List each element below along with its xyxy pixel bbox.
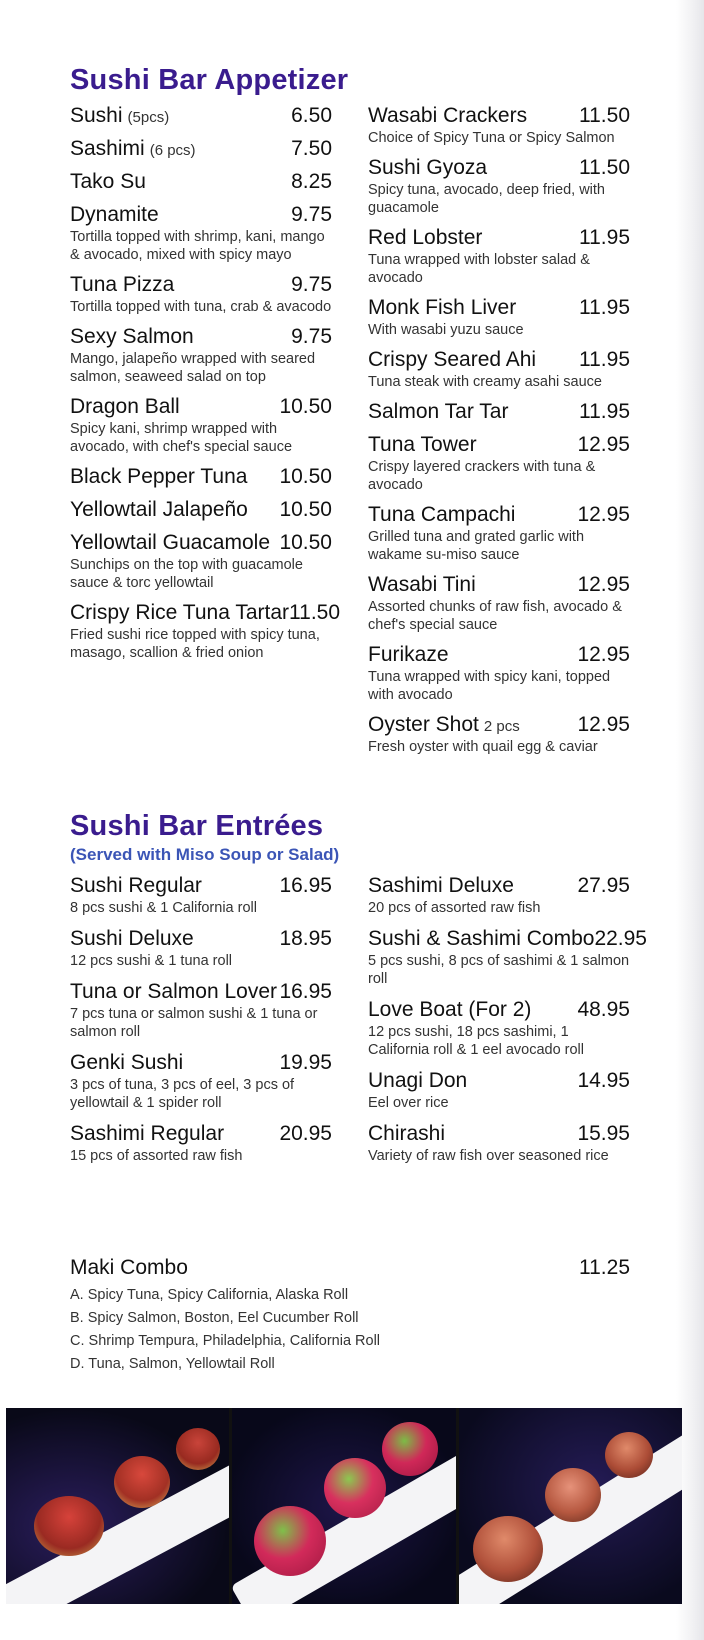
- maki-combo-name: Maki Combo: [70, 1256, 188, 1279]
- item-name: [368, 713, 520, 737]
- item-name: [70, 137, 196, 161]
- item-price: 7.50: [291, 137, 332, 160]
- menu-item-sushi-sashimi-combo: [368, 927, 647, 988]
- menu-item-dragon-ball: [70, 395, 332, 456]
- item-price: 11.50: [579, 156, 630, 179]
- item-name-text: Tuna Campachi: [368, 503, 516, 526]
- item-description: Tortilla topped with shrimp, kani, mango & avocado, mixed with spicy mayo: [70, 229, 325, 263]
- item-name: [368, 874, 514, 898]
- item-name: [70, 498, 248, 522]
- item-name-text: Sashimi Deluxe: [368, 874, 514, 897]
- item-price: 15.95: [577, 1122, 630, 1145]
- item-name-text: Black Pepper Tuna: [70, 465, 248, 488]
- item-name: [368, 156, 487, 180]
- maki-option-c: C. Shrimp Tempura, Philadelphia, California Roll: [70, 1333, 381, 1349]
- menu-item-tuna-tower: [368, 433, 630, 494]
- item-price: 20.95: [279, 1122, 332, 1145]
- item-name-text: Love Boat (For 2): [368, 998, 532, 1021]
- item-name: [70, 203, 159, 227]
- item-price: 6.50: [291, 104, 332, 127]
- item-price: 12.95: [577, 713, 630, 736]
- item-price: 16.95: [279, 980, 332, 1003]
- item-name: [368, 226, 482, 250]
- item-description: 12 pcs sushi & 1 tuna roll: [70, 953, 233, 969]
- maki-combo-price: 11.25: [579, 1256, 630, 1279]
- menu-item-unagi-don: [368, 1069, 630, 1112]
- item-name-text: Sushi Deluxe: [70, 927, 194, 950]
- sushi-photo-3: [459, 1408, 682, 1604]
- item-portion: 2 pcs: [483, 718, 520, 735]
- item-description: 3 pcs of tuna, 3 pcs of eel, 3 pcs of yellowtail & 1 spider roll: [70, 1077, 295, 1111]
- item-name-text: Sashimi: [70, 137, 145, 160]
- item-name: [70, 170, 146, 194]
- entrees-right-column: [368, 874, 647, 1175]
- item-name-text: Tuna Tower: [368, 433, 477, 456]
- item-name: [368, 927, 594, 951]
- item-description: 12 pcs sushi, 18 pcs sashimi, 1 California roll & 1 eel avocado roll: [368, 1024, 584, 1058]
- menu-item-sexy-salmon: [70, 325, 332, 386]
- item-name-text: Yellowtail Jalapeño: [70, 498, 248, 521]
- item-price: 9.75: [291, 273, 332, 296]
- maki-combo-options: [70, 1284, 630, 1376]
- item-name-text: Chirashi: [368, 1122, 446, 1145]
- appetizer-right-column: [368, 104, 630, 765]
- item-name-text: Monk Fish Liver: [368, 296, 517, 319]
- item-price: 11.50: [289, 601, 341, 624]
- item-description: 5 pcs sushi, 8 pcs of sashimi & 1 salmon roll: [368, 953, 630, 987]
- entrees-left-column: [70, 874, 332, 1175]
- menu-item-yellowtail-jalape-o: [70, 498, 332, 522]
- item-description: Mango, jalapeño wrapped with seared salmon, seaweed salad on top: [70, 351, 316, 385]
- item-name-text: Wasabi Tini: [368, 573, 476, 596]
- item-name-text: Sushi: [70, 104, 123, 127]
- menu-item-red-lobster: [368, 226, 630, 287]
- menu-item-crispy-seared-ahi: [368, 348, 630, 391]
- sushi-photo-1: [6, 1408, 229, 1604]
- item-name: [368, 998, 531, 1022]
- menu-item-oyster-shot: [368, 713, 630, 756]
- menu-item-tuna-campachi: [368, 503, 630, 564]
- item-description: Tuna wrapped with spicy kani, topped with avocado: [368, 669, 611, 703]
- item-price: 27.95: [577, 874, 630, 897]
- item-price: 14.95: [577, 1069, 630, 1092]
- menu-item-dynamite: [70, 203, 332, 264]
- menu-item-sashimi-regular: [70, 1122, 332, 1165]
- item-name: [368, 503, 515, 527]
- menu-item-furikaze: [368, 643, 630, 704]
- item-name: [368, 433, 477, 457]
- food-photo-strip: [6, 1408, 682, 1604]
- item-name: [70, 395, 180, 419]
- item-price: 10.50: [279, 465, 332, 488]
- item-name-text: Sashimi Regular: [70, 1122, 225, 1145]
- item-description: Sunchips on the top with guacamole sauce & torc yellowtail: [70, 557, 303, 591]
- item-price: 22.95: [594, 927, 647, 950]
- item-price: 10.50: [279, 498, 332, 521]
- item-name: [368, 1122, 445, 1146]
- item-name-text: Crispy Seared Ahi: [368, 348, 537, 371]
- item-name: [70, 531, 270, 555]
- item-price: 10.50: [279, 395, 332, 418]
- menu-item-sashimi: [70, 137, 332, 161]
- item-name-text: Genki Sushi: [70, 1051, 184, 1074]
- page-edge-shadow: [676, 0, 704, 1640]
- menu-item-love-boat-for-2: [368, 998, 630, 1059]
- item-name: [368, 1069, 467, 1093]
- item-price: 9.75: [291, 325, 332, 348]
- item-name: [70, 325, 194, 349]
- menu-item-tuna-pizza: [70, 273, 332, 316]
- item-name: [70, 601, 289, 625]
- item-price: 10.50: [279, 531, 332, 554]
- appetizer-left-column: [70, 104, 341, 671]
- item-description: 8 pcs sushi & 1 California roll: [70, 900, 257, 916]
- item-name-text: Yellowtail Guacamole: [70, 531, 271, 554]
- item-description: Spicy tuna, avocado, deep fried, with guacamole: [368, 182, 605, 216]
- item-description: Fried sushi rice topped with spicy tuna, masago, scallion & fried onion: [70, 627, 320, 661]
- item-name: [368, 296, 516, 320]
- item-description: Choice of Spicy Tuna or Spicy Salmon: [368, 130, 615, 146]
- item-name-text: Salmon Tar Tar: [368, 400, 509, 423]
- item-name-text: Sexy Salmon: [70, 325, 194, 348]
- menu-item-salmon-tar-tar: [368, 400, 630, 424]
- item-description: Fresh oyster with quail egg & caviar: [368, 739, 598, 755]
- item-description: 7 pcs tuna or salmon sushi & 1 tuna or salmon roll: [70, 1006, 318, 1040]
- menu-item-tuna-or-salmon-lover: [70, 980, 332, 1041]
- item-name-text: Sushi Regular: [70, 874, 202, 897]
- item-name: [368, 573, 476, 597]
- item-name: [70, 1051, 183, 1075]
- item-price: 12.95: [577, 573, 630, 596]
- item-name-text: Tuna or Salmon Lover: [70, 980, 277, 1003]
- item-description: With wasabi yuzu sauce: [368, 322, 524, 338]
- item-name: [368, 104, 527, 128]
- menu-item-sushi-deluxe: [70, 927, 332, 970]
- item-description: Crispy layered crackers with tuna & avocado: [368, 459, 596, 493]
- item-description: Variety of raw fish over seasoned rice: [368, 1148, 609, 1164]
- menu-item-tako-su: [70, 170, 332, 194]
- item-name-text: Sushi Gyoza: [368, 156, 488, 179]
- item-name-text: Sushi & Sashimi Combo: [368, 927, 595, 950]
- menu-item-sushi-gyoza: [368, 156, 630, 217]
- maki-option-d: D. Tuna, Salmon, Yellowtail Roll: [70, 1356, 275, 1372]
- item-name-text: Tuna Pizza: [70, 273, 175, 296]
- item-portion: (5pcs): [127, 109, 170, 126]
- appetizer-section-title: Sushi Bar Appetizer: [70, 64, 349, 96]
- item-price: 19.95: [279, 1051, 332, 1074]
- item-description: Spicy kani, shrimp wrapped with avocado, with chef's special sauce: [70, 421, 293, 455]
- item-description: Grilled tuna and grated garlic with wakame su-miso sauce: [368, 529, 585, 563]
- item-name: [70, 1122, 224, 1146]
- menu-item-sushi: [70, 104, 332, 128]
- entrees-subtitle: (Served with Miso Soup or Salad): [70, 845, 340, 864]
- item-price: 11.95: [579, 348, 630, 371]
- item-name-text: Dragon Ball: [70, 395, 180, 418]
- item-price: 18.95: [279, 927, 332, 950]
- item-description: 15 pcs of assorted raw fish: [70, 1148, 243, 1164]
- item-description: Assorted chunks of raw fish, avocado & chef's special sauce: [368, 599, 622, 633]
- item-price: 9.75: [291, 203, 332, 226]
- item-name-text: Dynamite: [70, 203, 159, 226]
- item-name-text: Tako Su: [70, 170, 146, 193]
- item-name-text: Unagi Don: [368, 1069, 468, 1092]
- item-description: Tuna steak with creamy asahi sauce: [368, 374, 602, 390]
- item-name-text: Furikaze: [368, 643, 449, 666]
- item-name-text: Red Lobster: [368, 226, 483, 249]
- item-price: 16.95: [279, 874, 332, 897]
- item-name: [70, 465, 247, 489]
- item-price: 12.95: [577, 503, 630, 526]
- menu-item-chirashi: [368, 1122, 630, 1165]
- item-name-text: Wasabi Crackers: [368, 104, 528, 127]
- item-name: [70, 980, 277, 1004]
- item-description: Eel over rice: [368, 1095, 449, 1111]
- item-name-text: Crispy Rice Tuna Tartar: [70, 601, 290, 624]
- item-name: [368, 643, 449, 667]
- item-price: 11.95: [579, 296, 630, 319]
- menu-item-wasabi-tini: [368, 573, 630, 634]
- item-name: [70, 874, 202, 898]
- item-name-text: Oyster Shot: [368, 713, 479, 736]
- menu-item-genki-sushi: [70, 1051, 332, 1112]
- item-portion: (6 pcs): [149, 142, 196, 159]
- sushi-photo-2: [232, 1408, 455, 1604]
- item-price: 48.95: [577, 998, 630, 1021]
- entrees-section-title: Sushi Bar Entrées: [70, 810, 324, 842]
- menu-item-wasabi-crackers: [368, 104, 630, 147]
- menu-item-crispy-rice-tuna-tartar: [70, 601, 341, 662]
- menu-item-yellowtail-guacamole: [70, 531, 332, 592]
- maki-combo-item: [70, 1256, 630, 1376]
- item-price: 11.95: [579, 226, 630, 249]
- maki-option-a: A. Spicy Tuna, Spicy California, Alaska Roll: [70, 1287, 349, 1303]
- item-name: [70, 273, 174, 297]
- item-name: [368, 348, 536, 372]
- maki-option-b: B. Spicy Salmon, Boston, Eel Cucumber Roll: [70, 1310, 359, 1326]
- item-description: Tortilla topped with tuna, crab & avacodo: [70, 299, 332, 315]
- menu-item-black-pepper-tuna: [70, 465, 332, 489]
- item-price: 12.95: [577, 643, 630, 666]
- item-description: 20 pcs of assorted raw fish: [368, 900, 541, 916]
- menu-item-sashimi-deluxe: [368, 874, 630, 917]
- item-price: 8.25: [291, 170, 332, 193]
- item-price: 12.95: [577, 433, 630, 456]
- item-name: [368, 400, 508, 424]
- item-price: 11.50: [579, 104, 630, 127]
- menu-item-monk-fish-liver: [368, 296, 630, 339]
- item-name: [70, 927, 194, 951]
- item-name: [70, 104, 169, 128]
- item-description: Tuna wrapped with lobster salad & avocado: [368, 252, 590, 286]
- menu-item-sushi-regular: [70, 874, 332, 917]
- item-price: 11.95: [579, 400, 630, 423]
